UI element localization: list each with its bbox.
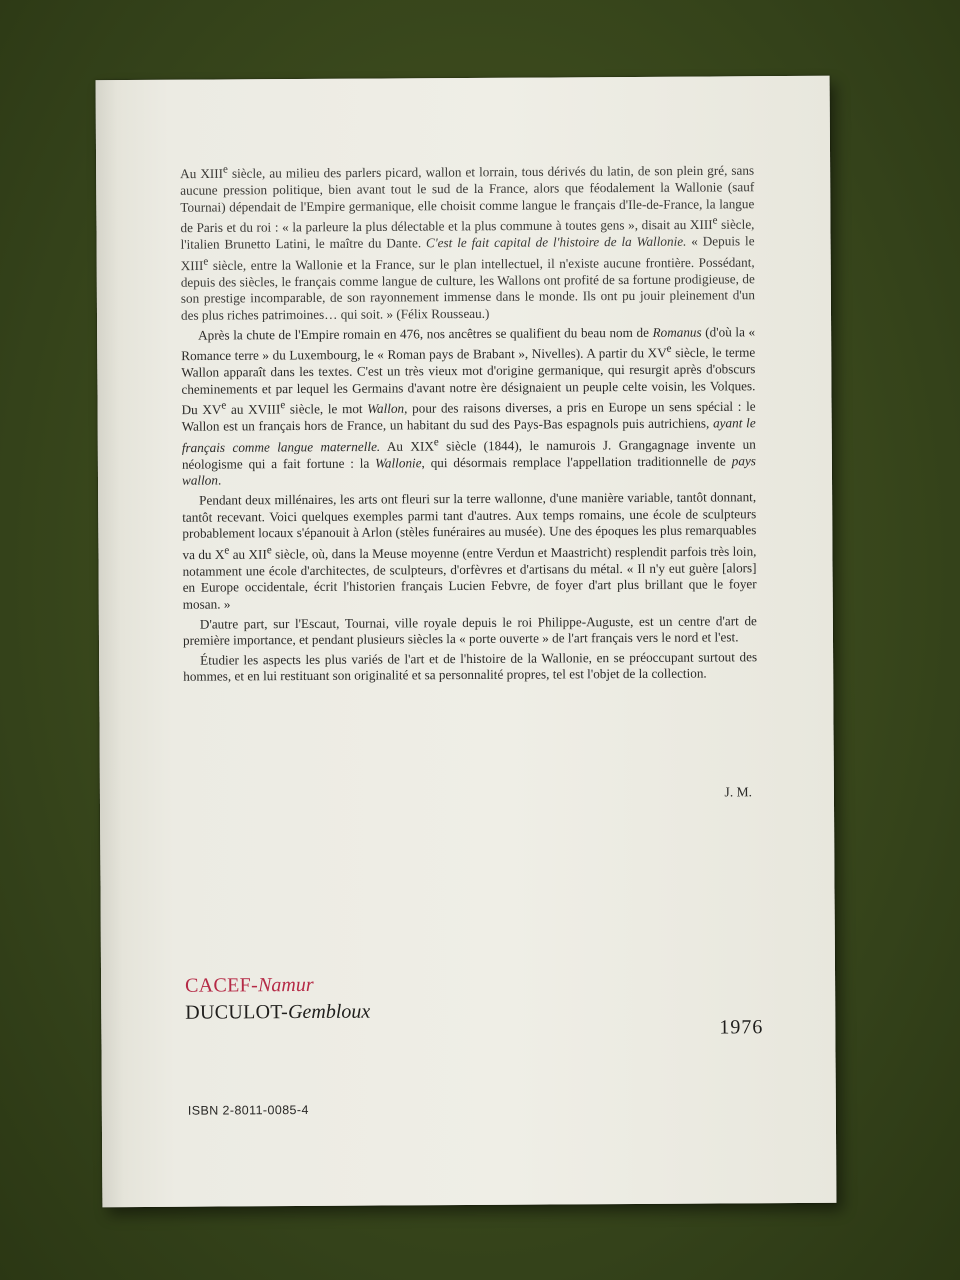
superscript: e xyxy=(280,399,286,412)
blurb-text xyxy=(180,158,757,688)
publisher-line-cacef xyxy=(185,972,370,1000)
superscript: e xyxy=(221,399,227,412)
paragraph-5: Étudier les aspects les plus variés de l'art et de l'histoire de la Wallonie, en se préoccupant surtout des hommes, et en lui restituant son originalité et sa personnalité propres, tel est l'objet de la collection. xyxy=(183,648,758,685)
book-back-cover xyxy=(96,76,837,1207)
text-run: Au XIII xyxy=(180,165,224,182)
publisher-city: Namur xyxy=(257,973,314,997)
paragraph-1 xyxy=(180,158,755,324)
isbn-number: ISBN 2-8011-0085-4 xyxy=(187,1102,309,1118)
superscript: e xyxy=(224,544,230,557)
superscript: e xyxy=(222,163,228,176)
text-run: siècle, où, dans la Meuse moyenne (entre Verdun et Maastricht) resplendit parfois très loin, notamment une école d'architectes, de sculpteurs, d'orfèvres et d'artisans du métal. « Il n'y eut guère [alors] en Europe occidentale, écrit l'historien français Lucien Febvre, de foyer d'art plus brillant que le foyer mosan. » xyxy=(182,543,757,612)
author-initials: J. M. xyxy=(724,784,752,800)
text-run: au XII xyxy=(229,546,267,562)
italic-run: ayant le français comme langue maternelle. xyxy=(181,415,756,455)
superscript: e xyxy=(433,436,439,449)
publisher-line-duculot xyxy=(185,999,370,1027)
publisher-name: DUCULOT- xyxy=(185,1001,289,1024)
italic-run: pays wallon xyxy=(181,453,756,489)
paragraph-2 xyxy=(181,324,756,490)
italic-run: Romanus xyxy=(652,324,702,340)
publisher-name: CACEF- xyxy=(185,974,259,997)
text-run: Pendant deux millénaires, les arts ont fleuri sur la terre wallonne, d'une manière variable, tantôt donnant, tantôt recevant. Voici quelques exemples parmi tant d'autres. Aux temps romains, une école de sculpteurs probablement locaux s'épanouit à Arlon (stèles funéraires au musée). Une des époques les plus remarquables va du X xyxy=(182,489,757,562)
publisher-block xyxy=(185,972,370,1027)
text-run: . xyxy=(217,472,222,488)
text-run: Au XIX xyxy=(380,438,434,454)
paragraph-4: D'autre part, sur l'Escaut, Tournai, ville royale depuis le roi Philippe-Auguste, est un centre d'art de première importance, et pendant plusieurs siècles la « porte ouverte » de l'art français vers le nord et l'est. xyxy=(182,612,757,648)
italic-run: Wallonie xyxy=(375,455,422,471)
text-run: siècle, le mot xyxy=(285,401,368,417)
publication-year: 1976 xyxy=(719,1016,764,1039)
text-run: Après la chute de l'Empire romain en 476, nos ancêtres se qualifient du beau nom de xyxy=(198,324,653,343)
text-run: (d'où la « Romance terre » du Luxembourg, le « Roman pays de Brabant », Nivelles). A partir du XV xyxy=(181,323,756,364)
text-run: siècle (1844), le namurois J. Grangagnage invente un néologisme qui a fait fortune : la xyxy=(181,436,756,472)
superscript: e xyxy=(666,342,672,355)
text-run: siècle, entre la Wallonie et la France, sur le plan intellectuel, il n'existe aucune frontière. Possédant, depuis des siècles, le français comme langue de culture, les Wallons ont profité de sa fortune prodigieuse, de son prestige incomparable, de son rayonnement immense dans le monde. Ils ont pu jouir pleinement d'un des plus riches patrimoines… qui soit. » (Félix Rousseau.) xyxy=(180,254,755,323)
superscript: e xyxy=(712,214,718,227)
superscript: e xyxy=(203,255,209,268)
text-run: au XVIII xyxy=(226,401,281,418)
text-run: siècle, l'italien Brunetto Latini, le maître du Dante. xyxy=(180,216,755,252)
superscript: e xyxy=(266,543,272,557)
publisher-city: Gembloux xyxy=(287,1000,371,1024)
text-run: , pour des raisons diverses, a pris en Europe un sens spécial : le Wallon est un français hors de France, un habitant du sud des Pays-Bas espagnols puis autrichiens, xyxy=(181,398,756,434)
paragraph-3 xyxy=(182,489,757,613)
text-run: siècle, le terme Wallon apparaît dans les textes. C'est un très vieux mot d'origine germanique, qui resurgit après d'obscurs cheminements et par lequel les Germains d'avant notre ère désignaient un peuple celte voisin, les Volques. Du XV xyxy=(181,344,756,418)
text-run: « Depuis le XIII xyxy=(180,233,755,273)
italic-run: Wallon xyxy=(367,401,405,417)
text-run: siècle, au milieu des parlers picard, wallon et lorrain, tous dérivés du latin, de son plein gré, sans aucune pression politique, bien avant tout le sud de la France, alors que féodalement la Wallonie (sauf Tournai) dépendait de l'Empire germanique, elle choisit comme langue le français d'Ile-de-France, la langue de Paris et du roi : « la parleure la plus délectable et la plus commune à toutes gens », disait au XIII xyxy=(180,162,755,236)
italic-run: C'est le fait capital de l'histoire de la Wallonie. xyxy=(425,233,687,251)
text-run: , qui désormais remplace l'appellation traditionnelle de xyxy=(421,453,732,471)
